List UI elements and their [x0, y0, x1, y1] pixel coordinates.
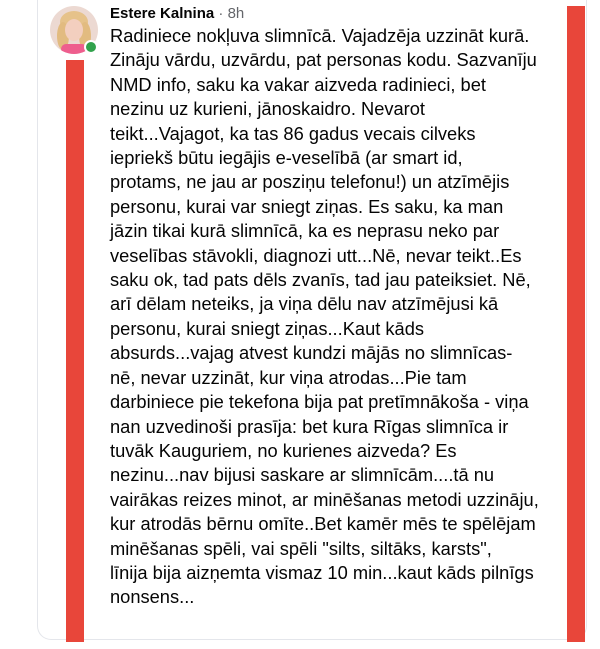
post-body	[110, 24, 560, 610]
post-text-line: Zināju vārdu, uzvārdu, pat personas kodu. Sazvanīju	[110, 49, 537, 71]
post-header	[110, 5, 244, 23]
post-text-line: nē, nevar uzzināt, kur viņa atrodas...Pie tam	[110, 366, 467, 388]
post-text-line: darbiniece pie tekefona bija pat pretīmnākoša - viņa	[110, 391, 529, 413]
highlight-bar-right	[567, 6, 585, 642]
post-text-line: absurds...vajag atvest kundzi mājās no slimnīcas-	[110, 342, 513, 364]
post-text-line: nezinu uz kurieni, jānoskaidro. Nevarot	[110, 98, 426, 120]
post-text-line: protams, ne jau ar posziņu telefonu!) un atzīmējis	[110, 171, 510, 193]
post-text-line: iepriekš būtu iegājis e-veselībā (ar smart id,	[110, 147, 463, 169]
post-text-line: saku ok, tad pats dēls zvanīs, tad jau pateiksiet. Nē,	[110, 269, 531, 291]
post-text-line: jāzin tikai kurā slimnīcā, ka es neprasu neko par	[110, 220, 500, 242]
post-text-line: veselības stāvokli, diagnozi utt...Nē, nevar teikt..Es	[110, 244, 522, 266]
post-text-line: personu, kurai sniegt ziņas...Kaut kāds	[110, 317, 425, 339]
post-text-line: līnija bija aizņemta vismaz 10 min...kaut kāds pilnīgs	[110, 561, 534, 583]
online-status-icon	[84, 40, 98, 54]
post-text-line: vairākas reizes minot, ar minēšanas metodi uzzināju,	[110, 488, 539, 510]
post-text-line: Radiniece nokļuva slimnīcā. Vajadzēja uzzināt kurā.	[110, 25, 530, 46]
post-timestamp[interactable]: 8h	[227, 5, 245, 22]
post-text-line: tuvāk Kauguriem, no kurienes aizveda? Es	[110, 439, 457, 461]
post-text-line: teikt...Vajagot, ka tas 86 gadus vecais cilveks	[110, 122, 476, 144]
post-text-line: arī dēlam neteiks, ja viņa dēlu nav atzīmējusi kā	[110, 293, 499, 315]
post-text-line: nonsens...	[110, 586, 195, 608]
post-text-line: personu, kurai var sniegt ziņas. Es saku, ka man	[110, 195, 504, 217]
author-name[interactable]: Estere Kalnina	[110, 5, 215, 22]
post-text-line: nezinu...nav bijusi saskare ar slimnīcām....tā nu	[110, 464, 495, 486]
post-text-line: kur atrodās bērnu omīte..Bet kamēr mēs te spēlējam	[110, 513, 536, 535]
post-text-line: nan uzvedinoši prasīja: bet kura Rīgas slimnīca ir	[110, 415, 509, 437]
header-separator: ·	[218, 5, 224, 22]
highlight-bar-left	[66, 60, 84, 642]
post-text-line: minēšanas spēli, vai spēli "silts, siltāks, karsts",	[110, 537, 492, 559]
post-text-line: NMD info, saku ka vakar aizveda radinieci, bet	[110, 73, 486, 95]
